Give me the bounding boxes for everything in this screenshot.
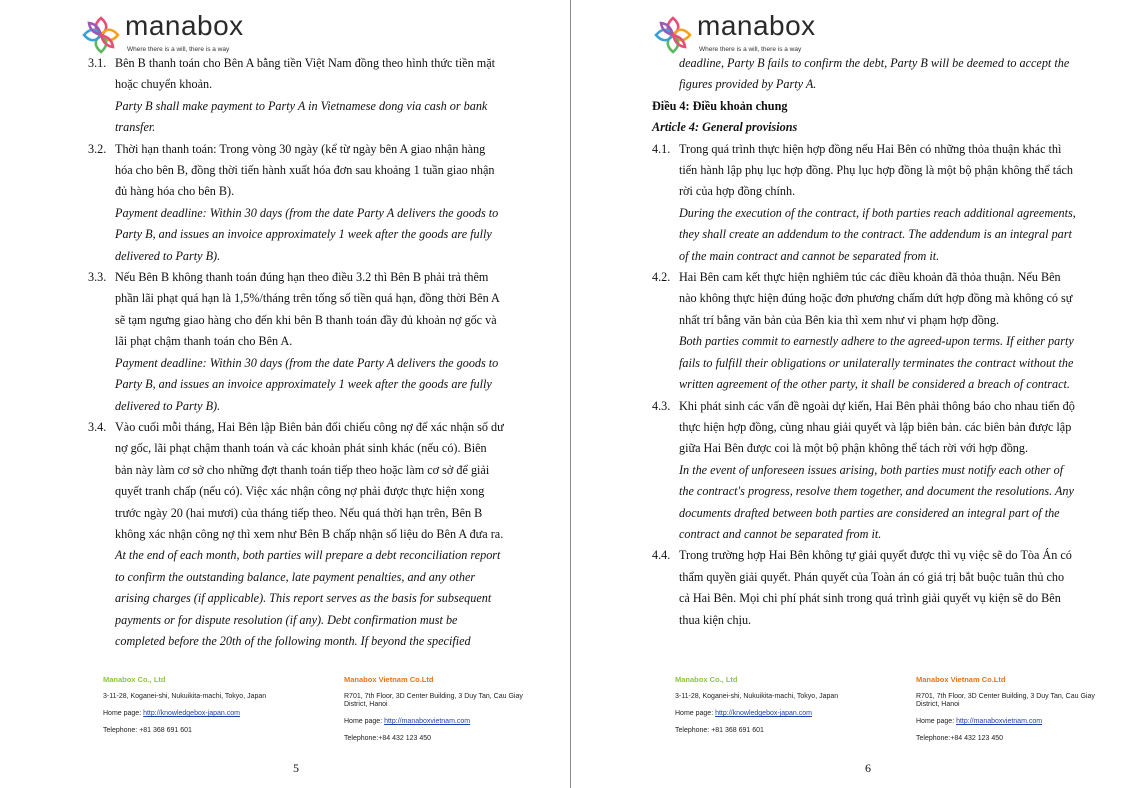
english-translation-line: completed before the 20th of the following month. If beyond the specified: [115, 633, 471, 648]
company-address: 3-11-28, Koganei-shi, Nukuikita-machi, Tokyo, Japan: [103, 693, 267, 700]
clause-continuation-line: bản này làm cơ sở cho những đợt thanh toán tiếp theo hoặc làm cơ sở để giải: [115, 462, 490, 477]
company-phone: Telephone:+84 432 123 450: [344, 735, 431, 742]
company-address: R701, 7th Floor, 3D Center Building, 3 Duy Tan, Cau Giay District, Hanoi: [916, 693, 1095, 708]
english-translation-line: they shall create an addendum to the contract. The addendum is an integral part: [679, 227, 1072, 242]
clause-text: Thời hạn thanh toán: Trong vòng 30 ngày (kể từ ngày bên A giao nhận hàng: [115, 141, 486, 156]
homepage-label: Home page:: [916, 718, 957, 725]
english-translation-line: Payment deadline: Within 30 days (from the date Party A delivers the goods to: [115, 205, 499, 220]
english-translation-line: Party B shall make payment to Party A in Vietnamese dong via cash or bank: [115, 98, 488, 113]
homepage-link[interactable]: http://knowledgebox-japan.com: [143, 710, 240, 717]
clause-number: 4.3.: [652, 398, 671, 413]
page-5-body: [88, 53, 518, 652]
brand-name: manabox: [125, 10, 244, 41]
english-translation-line: payments or for dispute resolution (if any). Debt confirmation must be: [115, 612, 458, 627]
clause-continuation-line: đủ hàng hóa cho bên B).: [115, 184, 235, 199]
clause-continuation-line: thực hiện hợp đồng, cùng nhau giải quyết và lập biên bản. các biên bản được lập: [679, 419, 1072, 434]
english-translation-line: to confirm the outstanding balance, late payment penalties, and any other: [115, 569, 476, 584]
english-translation-line: Both parties commit to earnestly adhere to the agreed-upon terms. If either party: [679, 334, 1074, 349]
clause-number: 4.2.: [652, 270, 671, 285]
english-translation-line: arising charges (if applicable). This report serves as the basis for subsequent: [115, 591, 492, 606]
english-translation-line: In the event of unforeseen issues arising, both parties must notify each other of: [679, 462, 1064, 477]
english-translation-line: Party B, and issues an invoice approximately 1 week after the goods are fully: [115, 227, 492, 242]
english-translation-line: written agreement of the other party, it shall be considered a breach of contract.: [679, 377, 1070, 392]
manabox-flower-icon: [80, 14, 122, 56]
clause-continuation-line: phần lãi phạt quá hạn là 1,5%/tháng trên tổng số tiền quá hạn, đồng thời Bên A: [115, 291, 500, 306]
footer-vietnam-office: [344, 675, 544, 752]
clause-continuation-line: quyết tranh chấp (nếu có). Việc xác nhận công nợ phải được thực hiện xong: [115, 484, 485, 499]
clause-line: [88, 139, 518, 160]
clause-continuation-line: hoặc chuyển khoản.: [115, 77, 213, 92]
manabox-flower-icon: [652, 14, 694, 56]
company-phone: Telephone: +81 368 691 601: [675, 727, 764, 734]
company-name: Manabox Co., Ltd: [103, 675, 166, 684]
homepage-label: Home page:: [675, 710, 716, 717]
english-translation-line: At the end of each month, both parties will prepare a debt reconciliation report: [115, 548, 501, 563]
clause-continuation-line: nợ gốc, lãi phạt chậm thanh toán và các khoản phát sinh khác (nếu có). Biên: [115, 441, 487, 456]
english-translation-line: Payment deadline: Within 30 days (from the date Party A delivers the goods to: [115, 355, 499, 370]
clause-text: Hai Bên cam kết thực hiện nghiêm túc các điều khoản đã thỏa thuận. Nếu Bên: [679, 270, 1061, 285]
clause-text: Trong trường hợp Hai Bên không tự giải quyết được thì vụ việc sẽ do Tòa Án có: [679, 548, 1072, 563]
company-name: Manabox Vietnam Co.Ltd: [344, 675, 434, 684]
clause-continuation-line: trước ngày 20 (hai mươi) của tháng tiếp theo. Nếu quá thời hạn trên, Bên B: [115, 505, 483, 520]
clause-number: 4.1.: [652, 141, 671, 156]
clause-text: Khi phát sinh các vấn đề ngoài dự kiến, Hai Bên phải thông báo cho nhau tiến độ: [679, 398, 1075, 413]
clause-line: [652, 267, 1086, 288]
company-address: R701, 7th Floor, 3D Center Building, 3 Duy Tan, Cau Giay District, Hanoi: [344, 693, 523, 708]
english-translation-line: figures provided by Party A.: [679, 77, 817, 92]
english-translation-line: delivered to Party B).: [115, 248, 221, 263]
company-phone: Telephone: +81 368 691 601: [103, 727, 192, 734]
clause-continuation-line: nào không thực hiện đúng hoặc đơn phương chấm dứt hợp đồng mà không có sự: [679, 291, 1073, 306]
english-translation-line: deadline, Party B fails to confirm the debt, Party B will be deemed to accept the: [679, 56, 1070, 70]
english-translation-line: delivered to Party B).: [115, 398, 221, 413]
homepage-link[interactable]: http://knowledgebox-japan.com: [715, 710, 812, 717]
clause-continuation-line: nhất trí bằng văn bản của Bên kia thì xem như vi phạm hợp đồng.: [679, 312, 1000, 327]
page-divider: [570, 0, 571, 788]
brand-logo: [652, 10, 852, 56]
clause-line: [88, 267, 518, 288]
clause-line: [652, 545, 1086, 566]
english-translation-line: Party B, and issues an invoice approximately 1 week after the goods are fully: [115, 377, 492, 392]
english-translation-line: contract and cannot be separated from it.: [679, 526, 882, 541]
clause-line: [652, 139, 1086, 160]
clause-continuation-line: lãi phạt chậm thanh toán cho Bên A.: [115, 334, 293, 349]
clause-continuation-line: thua kiện chịu.: [679, 612, 752, 627]
clause-number: 3.4.: [88, 419, 107, 434]
company-phone: Telephone:+84 432 123 450: [916, 735, 1003, 742]
page-6-body: [652, 53, 1086, 631]
clause-line: [652, 396, 1086, 417]
company-name: Manabox Co., Ltd: [675, 675, 738, 684]
homepage-label: Home page:: [344, 718, 385, 725]
homepage-link[interactable]: http://manaboxvietnam.com: [956, 718, 1043, 725]
clause-line: [88, 53, 518, 74]
homepage-link[interactable]: http://manaboxvietnam.com: [384, 718, 471, 725]
page-number: 5: [293, 761, 299, 775]
clause-number: 3.3.: [88, 270, 107, 285]
footer-japan-office: [103, 675, 303, 744]
clause-number: 3.2.: [88, 141, 107, 156]
english-translation-line: documents drafted between both parties are considered an integral part of the: [679, 505, 1060, 520]
clause-continuation-line: cả Hai Bên. Mọi chi phí phát sinh trong quá trình giải quyết vụ kiện sẽ do Bên: [679, 591, 1061, 606]
clause-text: Bên B thanh toán cho Bên A bằng tiền Việt Nam đồng theo hình thức tiền mặt: [115, 56, 496, 70]
footer-vietnam-office: [916, 675, 1116, 752]
brand-tagline: Where there is a will, there is a way: [127, 46, 230, 53]
clause-continuation-line: hóa cho bên B, đồng thời tiến hành xuất hóa đơn sau khoảng 1 tuần giao nhận: [115, 163, 495, 178]
company-name: Manabox Vietnam Co.Ltd: [916, 675, 1006, 684]
clause-text: Trong quá trình thực hiện hợp đồng nếu Hai Bên có những thỏa thuận khác thì: [679, 141, 1062, 156]
brand-tagline: Where there is a will, there is a way: [699, 46, 802, 53]
english-translation-line: transfer.: [115, 120, 156, 135]
section-heading: Điều 4: Điều khoản chung: [652, 98, 788, 113]
english-translation-line: fails to fulfill their obligations or unilaterally terminates the contract without the: [679, 355, 1074, 370]
clause-number: 4.4.: [652, 548, 671, 563]
clause-text: Nếu Bên B không thanh toán đúng hạn theo điều 3.2 thì Bên B phải trả thêm: [115, 270, 489, 285]
footer-japan-office: [675, 675, 875, 744]
clause-continuation-line: rời của hợp đồng chính.: [679, 184, 796, 199]
english-translation-line: of the main contract and cannot be separated from it.: [679, 248, 940, 263]
clause-number: 3.1.: [88, 56, 107, 70]
clause-line: [88, 417, 518, 438]
clause-continuation-line: thẩm quyền giải quyết. Phán quyết của Toàn án có giá trị bắt buộc tuân thủ cho: [679, 569, 1065, 584]
homepage-label: Home page:: [103, 710, 144, 717]
clause-continuation-line: tiến hành lập phụ lục hợp đồng. Phụ lục hợp đồng là một bộ phận không thể tách: [679, 163, 1074, 178]
document-page-6: [572, 0, 1139, 788]
page-number: 6: [865, 761, 871, 775]
clause-continuation-line: không xác nhận công nợ thì xem như Bên B chấp nhận số liệu do Bên A đưa ra.: [115, 526, 504, 541]
clause-continuation-line: sẽ tạm ngưng giao hàng cho đến khi bên B thanh toán đầy đủ khoản nợ gốc và: [115, 312, 497, 327]
clause-continuation-line: giữa Hai Bên được coi là một bộ phận không thể tách rời với hợp đồng.: [679, 441, 1029, 456]
company-address: 3-11-28, Koganei-shi, Nukuikita-machi, Tokyo, Japan: [675, 693, 839, 700]
section-heading-english: Article 4: General provisions: [652, 120, 798, 135]
english-translation-line: the contract's progress, resolve them together, and document the resolutions. Any: [679, 484, 1074, 499]
english-translation-line: During the execution of the contract, if both parties reach additional agreements,: [679, 205, 1076, 220]
brand-logo: [80, 10, 280, 56]
brand-name: manabox: [697, 10, 816, 41]
clause-text: Vào cuối mỗi tháng, Hai Bên lập Biên bản đối chiếu công nợ để xác nhận số dư: [115, 419, 504, 434]
